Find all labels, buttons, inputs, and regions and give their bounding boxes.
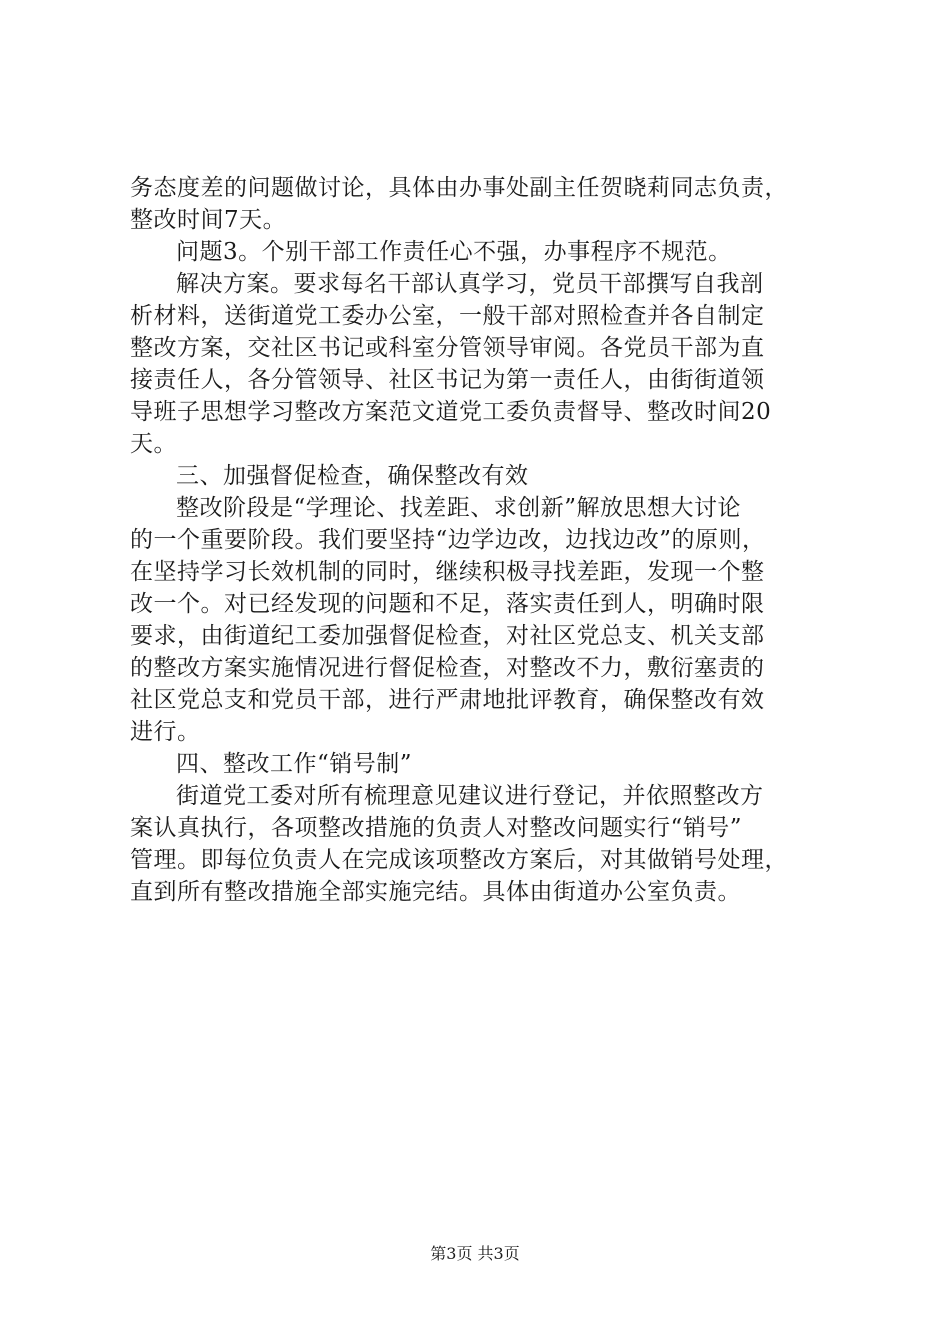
page-number-footer: 第3页 共3页: [430, 1244, 520, 1263]
document-body: [130, 172, 835, 908]
text-line: 整改时间7天。: [130, 207, 287, 233]
text-line: 进行。: [130, 719, 201, 745]
section-heading: 三、加强督促检查，确保整改有效: [176, 463, 529, 489]
text-line: 务态度差的问题做讨论，具体由办事处副主任贺晓莉同志负责，: [130, 175, 788, 201]
text-line: 要求，由街道纪工委加强督促检查，对社区党总支、机关支部: [130, 623, 765, 649]
text-line: 接责任人，各分管领导、社区书记为第一责任人，由街街道领: [130, 367, 765, 393]
text-line: 导班子思想学习整改方案范文道党工委负责督导、整改时间20: [130, 399, 772, 425]
text-line: 社区党总支和党员干部，进行严肃地批评教育，确保整改有效: [130, 687, 765, 713]
section-heading: 四、整改工作“销号制”: [176, 751, 413, 777]
text-line: 在坚持学习长效机制的同时，继续积极寻找差距，发现一个整: [130, 559, 765, 585]
text-line: 解决方案。要求每名干部认真学习，党员干部撰写自我剖: [176, 271, 764, 297]
text-line: 改一个。对已经发现的问题和不足，落实责任到人，明确时限: [130, 591, 765, 617]
text-line: 案认真执行，各项整改措施的负责人对整改问题实行“销号”: [130, 815, 743, 841]
text-line: 的一个重要阶段。我们要坚持“边学边改，边找边改”的原则，: [130, 527, 766, 553]
text-line: 管理。即每位负责人在完成该项整改方案后，对其做销号处理，: [130, 847, 788, 873]
text-line: 问题3。个别干部工作责任心不强，办事程序不规范。: [176, 239, 732, 265]
text-line: 整改方案，交社区书记或科室分管领导审阅。各党员干部为直: [130, 335, 765, 361]
text-line: 的整改方案实施情况进行督促检查，对整改不力，敷衍塞责的: [130, 655, 765, 681]
text-line: 街道党工委对所有梳理意见建议进行登记，并依照整改方: [176, 783, 764, 809]
text-line: 天。: [130, 431, 177, 457]
text-line: 直到所有整改措施全部实施完结。具体由街道办公室负责。: [130, 879, 741, 905]
text-line: 析材料，送街道党工委办公室，一般干部对照检查并各自制定: [130, 303, 765, 329]
text-line: 整改阶段是“学理论、找差距、求创新”解放思想大讨论: [176, 495, 742, 521]
